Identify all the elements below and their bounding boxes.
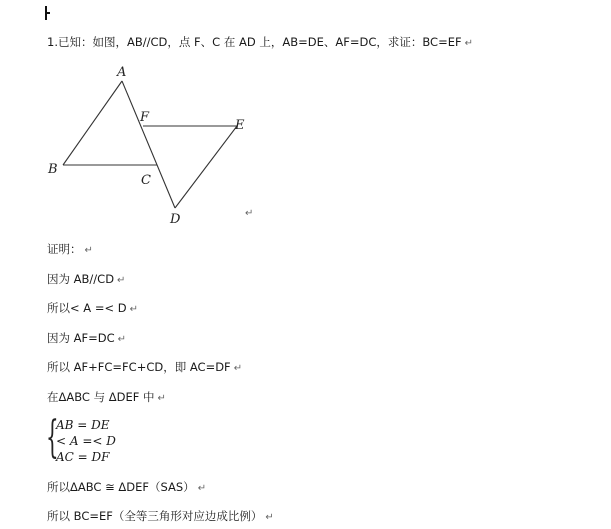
proof-conclusion: 所以ΔABC ≅ ΔDEF（SAS） ↵ <box>47 480 207 494</box>
paragraph-mark: ↵ <box>265 512 274 523</box>
paragraph-mark: ↵ <box>117 334 127 345</box>
paragraph-mark: ↵ <box>117 275 126 286</box>
text-cursor <box>45 6 47 20</box>
proof-line: 在ΔABC 与 ΔDEF 中 ↵ <box>47 390 166 404</box>
proof-conclusion: 所以 BC=EF（全等三角形对应边成比例） ↵ <box>47 509 274 523</box>
paragraph-mark: ↵ <box>464 38 473 49</box>
system-row: AB = DE <box>56 418 110 432</box>
paragraph-mark: ↵ <box>245 208 254 219</box>
label-E: E <box>235 118 245 133</box>
system-row: < A =< D <box>56 434 116 448</box>
paragraph-mark: ↵ <box>157 393 166 404</box>
proof-line: 因为 AB//CD ↵ <box>47 272 126 286</box>
proof-line: 所以< A =< D ↵ <box>47 301 138 315</box>
label-F: F <box>140 110 150 125</box>
left-brace: { <box>46 412 59 463</box>
segment-AD <box>122 81 175 208</box>
system-row: AC = DF <box>56 450 110 464</box>
label-A: A <box>117 65 127 80</box>
proof-heading: 证明： ↵ <box>47 242 93 256</box>
label-D: D <box>170 212 181 227</box>
paragraph-mark: ↵ <box>197 483 207 494</box>
paragraph-mark: ↵ <box>233 363 243 374</box>
label-C: C <box>141 173 151 188</box>
proof-line: 所以 AF+FC=FC+CD，即 AC=DF ↵ <box>47 360 243 374</box>
paragraph-mark: ↵ <box>84 245 93 256</box>
geometry-figure <box>40 60 270 230</box>
proof-line: 因为 AF=DC ↵ <box>47 331 127 345</box>
problem-statement: 1.已知：如图，AB//CD，点 F、C 在 AD 上，AB=DE、AF=DC，求证：BC=EF ↵ <box>47 35 473 49</box>
segment-DE <box>175 126 237 208</box>
label-B: B <box>48 162 58 177</box>
paragraph-mark: ↵ <box>129 304 138 315</box>
segment-AB <box>63 81 122 165</box>
